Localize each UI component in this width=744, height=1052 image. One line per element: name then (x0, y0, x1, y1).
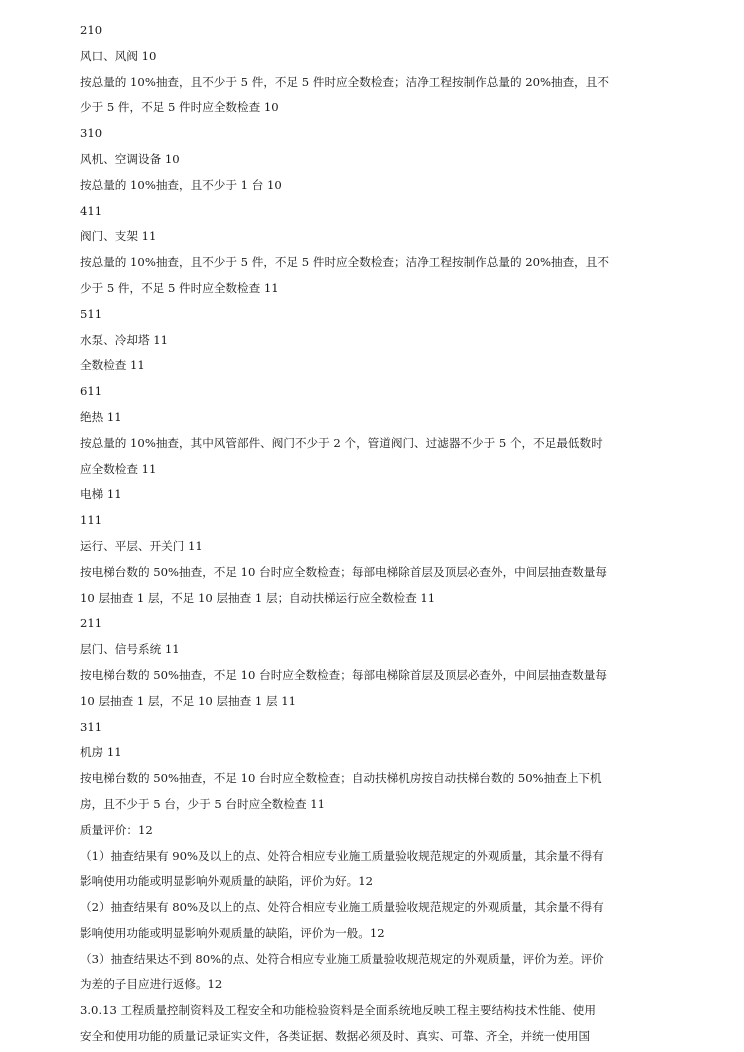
text-line: 应全数检查 11 (80, 461, 157, 476)
text-line: （2）抽查结果有 80%及以上的点、处符合相应专业施工质量验收规范规定的外观质量，其余量不得有 (80, 900, 604, 915)
text-line: 层门、信号系统 11 (80, 642, 180, 657)
text-line: 全数检查 11 (80, 358, 145, 373)
text-line: 311 (80, 719, 103, 734)
text-line: 按总量的 10%抽查，其中风管部件、阀门不少于 2 个，管道阀门、过滤器不少于 5 个，不足最低数时 (80, 435, 603, 450)
text-line: 风口、风阀 10 (80, 48, 157, 63)
text-line: 水泵、冷却塔 11 (80, 332, 169, 347)
text-line: 阀门、支架 11 (80, 229, 157, 244)
text-line: 按总量的 10%抽查，且不少于 5 件，不足 5 件时应全数检查；洁净工程按制作总量的 20%抽查，且不 (80, 255, 609, 270)
document-page (80, 18, 670, 1050)
text-line: （3）抽查结果达不到 80%的点、处符合相应专业施工质量验收规范规定的外观质量，评价为差。评价 (80, 951, 604, 966)
text-line: 为差的子目应进行返修。12 (80, 977, 223, 992)
text-line: 按电梯台数的 50%抽查，不足 10 台时应全数检查；自动扶梯机房按自动扶梯台数的 50%抽查上下机 (80, 771, 602, 786)
text-line: 风机、空调设备 10 (80, 151, 180, 166)
text-line: 影响使用功能或明显影响外观质量的缺陷，评价为一般。12 (80, 925, 385, 940)
text-line: 少于 5 件，不足 5 件时应全数检查 11 (80, 280, 279, 295)
text-line: 611 (80, 384, 103, 399)
text-line: 111 (80, 513, 103, 528)
text-line: 影响使用功能或明显影响外观质量的缺陷，评价为好。12 (80, 874, 374, 889)
text-line: 411 (80, 203, 103, 218)
text-line: 按总量的 10%抽查，且不少于 5 件，不足 5 件时应全数检查；洁净工程按制作总量的 20%抽查，且不 (80, 74, 609, 89)
text-line: 少于 5 件，不足 5 件时应全数检查 10 (80, 100, 279, 115)
text-line: 10 层抽查 1 层，不足 10 层抽查 1 层 11 (80, 693, 297, 708)
text-line: 按电梯台数的 50%抽查，不足 10 台时应全数检查；每部电梯除首层及顶层必查外，中间层抽查数量每 (80, 667, 607, 682)
text-line: 质量评价：12 (80, 822, 153, 837)
text-line: 211 (80, 616, 103, 631)
text-line: 房，且不少于 5 台，少于 5 台时应全数检查 11 (80, 796, 326, 811)
text-line: 安全和使用功能的质量记录证实文件，各类证据、数据必须及时、真实、可靠、齐全，并统一使用国 (80, 1029, 591, 1044)
text-line: 绝热 11 (80, 409, 122, 424)
text-line: （1）抽查结果有 90%及以上的点、处符合相应专业施工质量验收规范规定的外观质量，其余量不得有 (80, 848, 604, 863)
text-line: 按总量的 10%抽查，且不少于 1 台 10 (80, 177, 282, 192)
text-line: 210 (80, 23, 103, 37)
text-line: 运行、平层、开关门 11 (80, 538, 203, 553)
text-line: 511 (80, 306, 103, 321)
text-line: 按电梯台数的 50%抽查，不足 10 台时应全数检查；每部电梯除首层及顶层必查外，中间层抽查数量每 (80, 564, 607, 579)
text-line: 电梯 11 (80, 487, 122, 502)
text-line: 3.0.13 工程质量控制资料及工程安全和功能检验资料是全面系统地反映工程主要结构技术性能、使用 (80, 1003, 596, 1018)
text-line: 310 (80, 126, 103, 141)
text-line: 10 层抽查 1 层，不足 10 层抽查 1 层；自动扶梯运行应全数检查 11 (80, 590, 436, 605)
text-line: 机房 11 (80, 745, 122, 760)
